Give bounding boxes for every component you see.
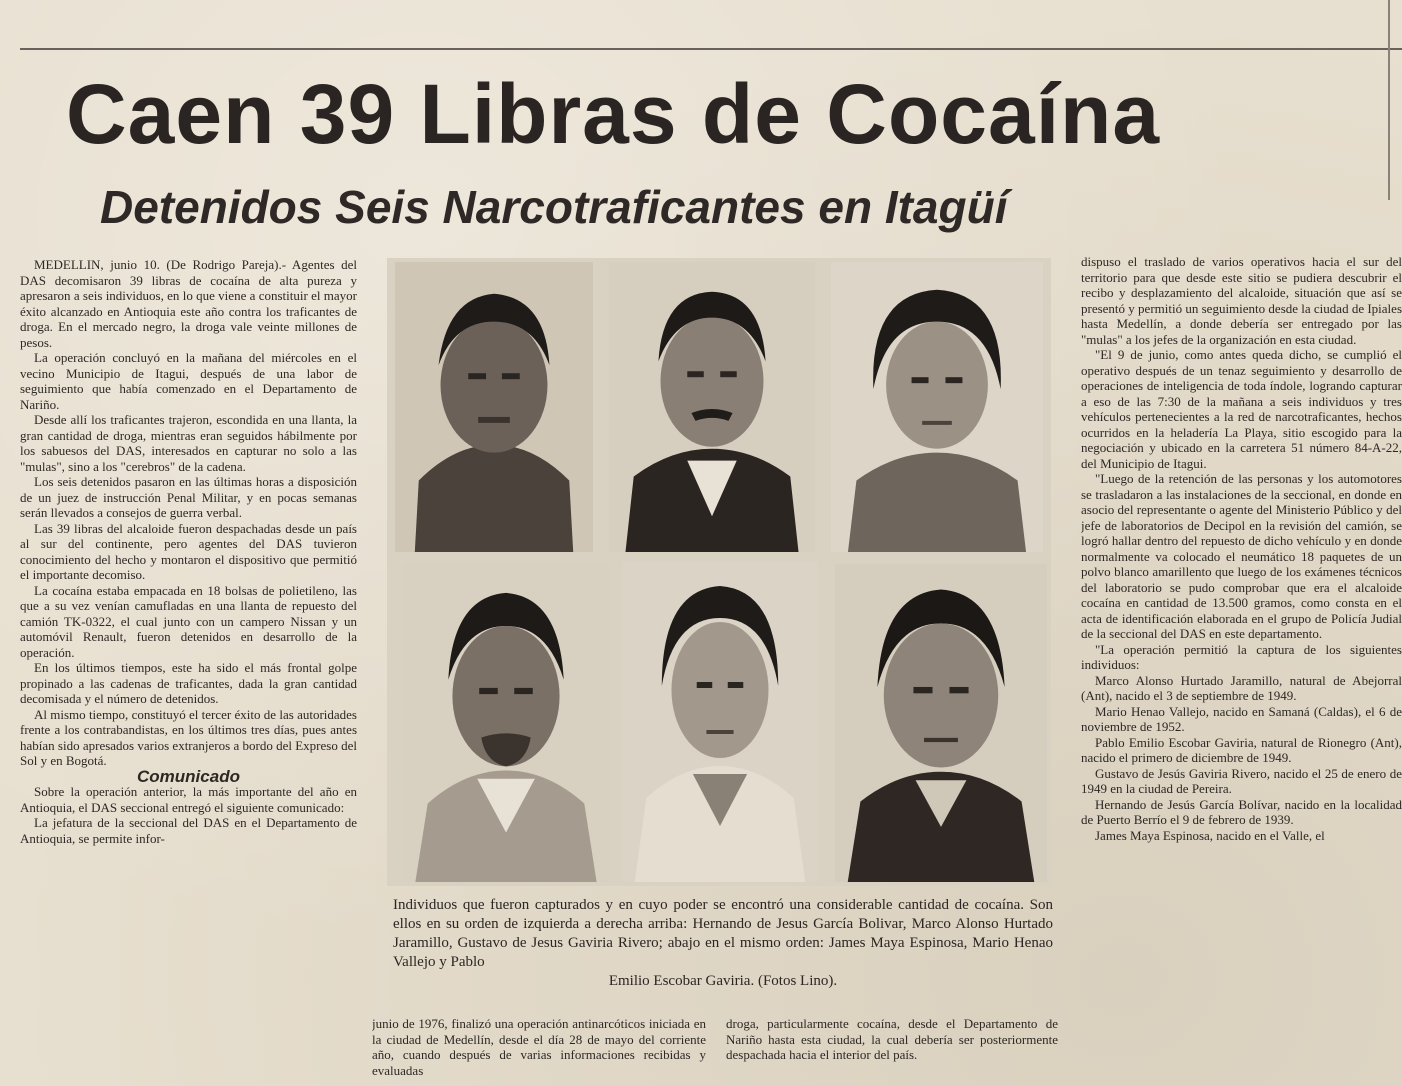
paragraph: dispuso el traslado de varios operativos hacia el sur del territorio para que desde este sitio se pudiera descubrir el recibo y desplazamiento del alcaloide, situación que así se presentó y permitió un seguimiento desde la ciudad de Ipiales hasta Medellín, a donde debería ser entregado por las "mulas" a los jefes de la organización en esta ciudad. xyxy=(1081,254,1402,347)
paragraph: "La operación permitió la captura de los siguientes individuos: xyxy=(1081,641,1402,672)
article-column-3 xyxy=(726,1016,1058,1086)
paragraph: Los seis detenidos pasaron en las últimas horas a disposición de un juez de instrucción Penal Militar, y en pocas semanas serán llevados a consejos de guerra verbal. xyxy=(20,474,357,520)
paragraph: Marco Alonso Hurtado Jaramillo, natural de Abejorral (Ant), nacido el 3 de septiembre de 1949. xyxy=(1081,672,1402,703)
paragraph: Al mismo tiempo, constituyó el tercer éxito de las autoridades frente a los contrabandistas, en los últimos tres días, pues antes habían sido apresados varios extranjeros a bordo del Expreso del Sol y en Bogotá. xyxy=(20,706,357,768)
top-rule xyxy=(20,48,1402,50)
portrait-photo xyxy=(831,262,1043,552)
paragraph: La jefatura de la seccional del DAS en el Departamento de Antioquia, se permite infor- xyxy=(20,815,357,846)
caption-body: Individuos que fueron capturados y en cuyo poder se encontró una considerable cantidad de cocaína. Son ellos en su orden de izquierda a derecha arriba: Hernando de Jesus García Bolivar, Marco Alonso Hurtado Jaramillo, Gustavo de Jesus Gaviria Rivero; abajo en el mismo orden: James Maya Espinosa, Mario Henao Vallejo y Pablo xyxy=(393,897,1053,970)
paragraph: La operación concluyó en la mañana del miércoles en el vecino Municipio de Itagui, después de una labor de seguimiento que había comenzado en el Departamento de Nariño. xyxy=(20,350,357,412)
paragraph: Pablo Emilio Escobar Gaviria, natural de Rionegro (Ant), nacido el primero de diciembre de 1949. xyxy=(1081,734,1402,765)
paragraph: Hernando de Jesús García Bolívar, nacido en la localidad de Puerto Berrío el 9 de febrero de 1939. xyxy=(1081,796,1402,827)
paragraph: MEDELLIN, junio 10. (De Rodrigo Pareja).- Agentes del DAS decomisaron 39 libras de cocaína de alta pureza y apresaron a seis individuos, en lo que viene a constituir el mayor éxito alcanzado en Antioquia este año contra los traficantes de droga. En el mercado negro, la droga vale veinte millones de pesos. xyxy=(20,257,357,350)
paragraph: Gustavo de Jesús Gaviria Rivero, nacido el 25 de enero de 1949 en la ciudad de Pereira. xyxy=(1081,765,1402,796)
portrait-photo xyxy=(835,564,1047,882)
portrait-photo xyxy=(623,562,817,882)
article-column-1 xyxy=(20,257,357,1086)
paragraph: Mario Henao Vallejo, nacido en Samaná (Caldas), el 6 de noviembre de 1952. xyxy=(1081,703,1402,734)
portrait-photo xyxy=(403,564,609,882)
portrait-photo xyxy=(395,262,593,552)
paragraph: James Maya Espinosa, nacido en el Valle, el xyxy=(1095,827,1325,843)
caption-credit-line: Emilio Escobar Gaviria. (Fotos Lino). xyxy=(608,973,838,989)
paragraph: La cocaína estaba empacada en 18 bolsas de polietileno, las que a su vez venían camufladas en una llanta de repuesto del camión TK-0322, el cual junto con un campero Nissan y un automóvil Renault, fueron detenidos en desarrollo de la operación. xyxy=(20,582,357,660)
article-column-4 xyxy=(1081,254,1402,1086)
paragraph: Sobre la operación anterior, la más importante del año en Antioquia, el DAS seccional entregó el siguiente comunicado: xyxy=(20,784,357,815)
right-rule xyxy=(1388,0,1390,200)
section-subhead: Comunicado xyxy=(137,766,240,786)
paragraph: Desde allí los traficantes trajeron, escondida en una llanta, la gran cantidad de droga, mientras eran seguidos hábilmente por los sabuesos del DAS, interesados en capturar no solo a las "mulas", sino a los "cerebros" de la cadena. xyxy=(20,412,357,474)
mugshot-photo-panel xyxy=(387,258,1051,886)
paragraph: droga, particularmente cocaína, desde el Departamento de Nariño hasta esta ciudad, la cual debería ser posteriormente despachada hacia el interior del país. xyxy=(726,1016,1058,1062)
paragraph: "El 9 de junio, como antes queda dicho, se cumplió el operativo después de un tenaz seguimiento y desarrollo de operaciones de inteligencia de toda índole, logrando capturar a eso de las 7:30 de la mañana a seis individuos y tres vehículos pertenecientes a la red de narcotraficantes, hechos ocurridos en la heladería La Playa, sitio escogido para la negociación y ubicado en la carretera 51 número 84-A-22, del Municipio de Itagui. xyxy=(1081,347,1402,471)
headline: Caen 39 Libras de Cocaína xyxy=(66,67,1161,161)
portrait-photo xyxy=(609,262,815,552)
paragraph: junio de 1976, finalizó una operación antinarcóticos iniciada en la ciudad de Medellín, desde el día 28 de mayo del corriente año, cuando después de varias informaciones recibidas y evaluadas xyxy=(372,1016,706,1078)
photo-caption xyxy=(393,896,1053,991)
paragraph: Las 39 libras del alcaloide fueron despachadas desde un país al sur del continente, pero agentes del DAS tuvieron conocimiento del hecho y montaron el dispositivo que permitió el importante decomiso. xyxy=(20,520,357,582)
paragraph: "Luego de la retención de las personas y los automotores se trasladaron a las instalaciones de la seccional, en donde en asocio del representante o agente del Ministerio Público y del jefe de laboratorios de Decipol en la revisión del camión, se logró hallar dentro del repuesto de dicho vehículo y en donde normalmente va colocado el neumático 18 paquetes de un polvo blanco amarillento que luego de los exámenes técnicos del laboratorio se pudo comprobar que era el alcaloide cocaína en cantidad de 13.500 gramos, como consta en el acta de identificación elaborada en el grupo de Policía Judial de la seccional del DAS en este departamento. xyxy=(1081,471,1402,641)
article-column-2 xyxy=(372,1016,706,1086)
deck-subheadline: Detenidos Seis Narcotraficantes en Itagüí xyxy=(100,181,1008,233)
paragraph: En los últimos tiempos, este ha sido el más frontal golpe propinado a las cadenas de traficantes, dada la gran cantidad decomisada y el número de detenidos. xyxy=(20,660,357,706)
